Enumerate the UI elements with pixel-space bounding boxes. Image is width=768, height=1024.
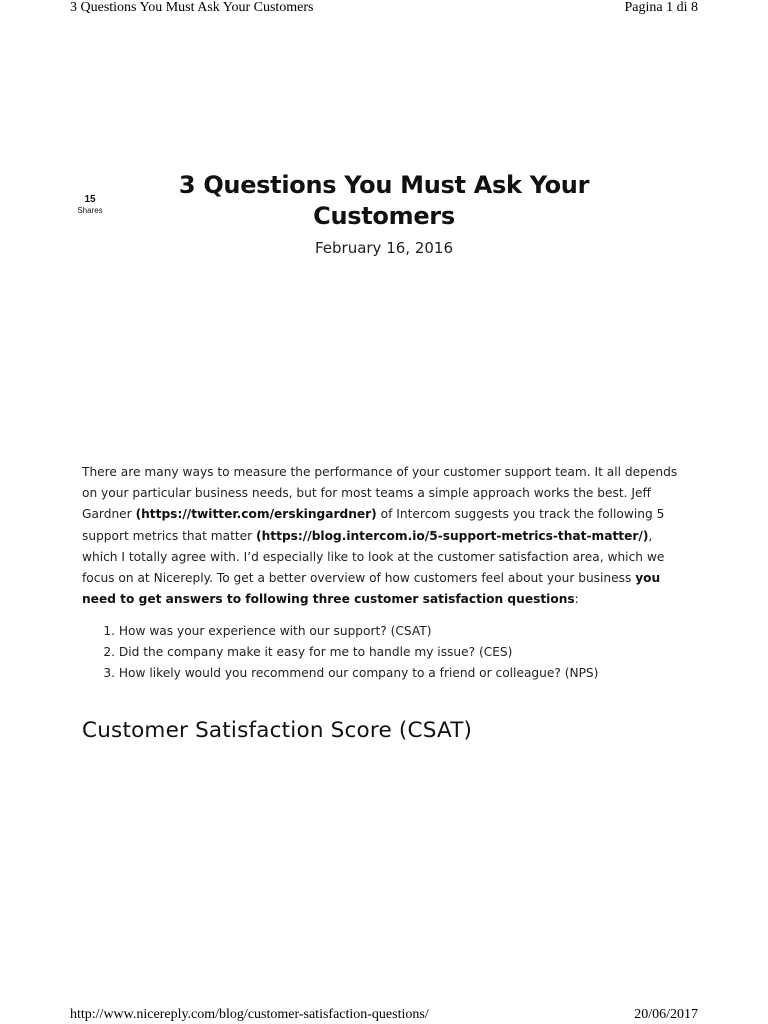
share-label: Shares	[77, 206, 103, 215]
print-header-title: 3 Questions You Must Ask Your Customers	[70, 0, 314, 15]
list-item-number: 1.	[103, 624, 115, 638]
list-item-text: How was your experience with our support? (CSAT)	[118, 624, 432, 638]
print-footer	[70, 1007, 698, 1023]
article-title: 3 Questions You Must Ask Your Customers	[178, 171, 590, 230]
intro-text-4: :	[574, 592, 579, 607]
twitter-link[interactable]: (https://twitter.com/erskingardner)	[135, 507, 377, 522]
intercom-blog-link[interactable]: (https://blog.intercom.io/5-support-metrics-that-matter/)	[256, 528, 649, 543]
intro-text-2: of Intercom suggests you track the following 5 support metrics that matter	[82, 507, 665, 543]
list-item-number: 2.	[103, 645, 115, 660]
share-counter[interactable]	[70, 194, 110, 216]
share-count: 15	[84, 194, 96, 205]
list-item-text: Did the company make it easy for me to handle my issue? (CES)	[118, 645, 513, 660]
list-item	[82, 663, 682, 684]
print-header-page-number: Pagina 1 di 8	[624, 0, 698, 15]
list-item	[82, 642, 682, 663]
intro-paragraph	[82, 462, 690, 610]
print-footer-url: http://www.nicereply.com/blog/customer-satisfaction-questions/	[70, 1007, 429, 1022]
intro-text-1: There are many ways to measure the performance of your customer support team. It all depends on your particular business needs, but for most teams a simple approach works the best. Jeff Gardner	[82, 465, 678, 522]
print-footer-date: 20/06/2017	[634, 1007, 698, 1022]
intro-text-3: , which I totally agree with. I’d especially like to look at the customer satisfaction area, which we focus on at Nicereply. To get a better overview of how customers feel about your business	[82, 528, 665, 586]
section-heading-csat: Customer Satisfaction Score (CSAT)	[82, 718, 473, 743]
questions-list	[82, 621, 682, 685]
list-item	[82, 621, 682, 642]
list-item-text: How likely would you recommend our company to a friend or colleague? (NPS)	[118, 666, 599, 681]
article-date: February 16, 2016	[314, 239, 454, 257]
list-item-number: 3.	[103, 666, 115, 681]
intro-bold-text: you need to get answers to following three customer satisfaction questions	[82, 571, 661, 607]
print-header	[70, 0, 698, 16]
